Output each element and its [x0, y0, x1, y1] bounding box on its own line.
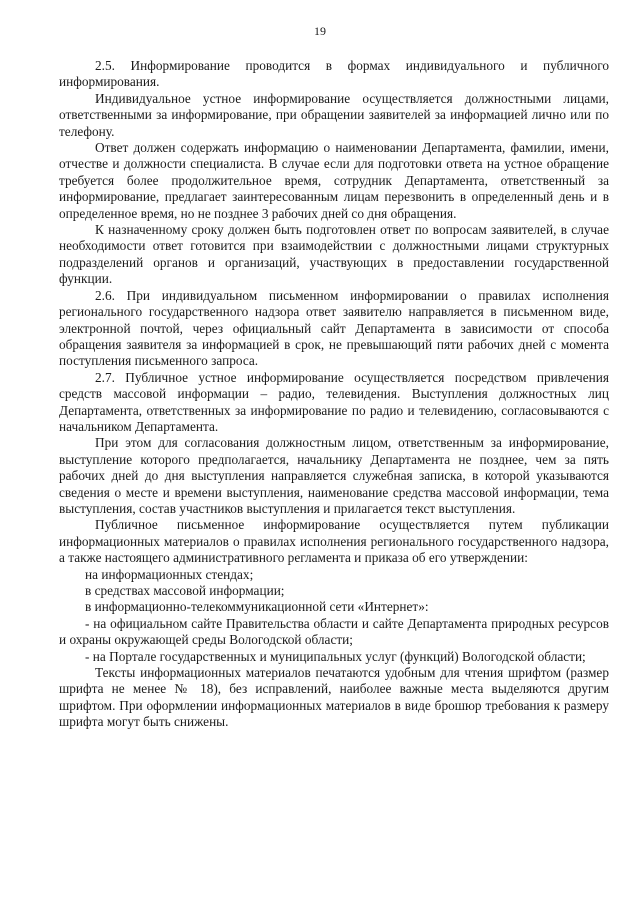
paragraph-public-written: Публичное письменное информирование осуществляется путем публикации информационных материалов о правилах исполнения регионального государственного надзора, а также настоящего административного регламента и приказа об его утверждении:	[59, 517, 609, 566]
paragraph-answer-content: Ответ должен содержать информацию о наименовании Департамента, фамилии, имени, отчестве и должности специалиста. В случае если для подготовки ответа на устное обращение требуется более продолжительное время, сотрудник Департамента, ответственный за информирование, предлагает заинтересованным лицам перезвонить в определенный день и в определенное время, но не позднее 3 рабочих дней со дня обращения.	[59, 140, 609, 221]
list-item-internet: в информационно-телекоммуникационной сети «Интернет»:	[85, 599, 429, 615]
paragraph-2-6: 2.6. При индивидуальном письменном информировании о правилах исполнения регионального государственного надзора ответ заявителю направляется в письменном виде, электронной почтой, через официальный сайт Департамента в зависимости от способа обращения заявителя за информацией в срок, не превышающий пяти рабочих дней с момента поступления письменного запроса.	[59, 287, 609, 369]
list-item-stands: на информационных стендах;	[85, 566, 254, 582]
list-item-official-site: - на официальном сайте Правительства области и сайте Департамента природных ресурсов и охраны окружающей среды Вологодской области;	[59, 615, 609, 648]
document-body	[59, 58, 609, 731]
paragraph-2-7: 2.7. Публичное устное информирование осуществляется посредством привлечения средств массовой информации – радио, телевидения. Выступления должностных лиц Департамента, ответственных за информирование по радио и телевидению, согласовываются с начальником Департамента.	[59, 369, 609, 434]
paragraph-2-5: 2.5. Информирование проводится в формах индивидуального и публичного информирования.	[59, 58, 609, 90]
list-item-media: в средствах массовой информации;	[85, 583, 285, 598]
paragraph-deadline: К назначенному сроку должен быть подготовлен ответ по вопросам заявителей, в случае необходимости ответ готовится при взаимодействии с должностными лицами структурных подразделений органов и организаций, участвующих в предоставлении государственной функции.	[59, 222, 609, 287]
paragraph-font-requirements: Тексты информационных материалов печатаются удобным для чтения шрифтом (размер шрифта не менее № 18), без исправлений, наиболее важные места выделяются другим шрифтом. При оформлении информационных материалов в виде брошюр требования к размеру шрифта могут быть снижены.	[59, 665, 609, 730]
list-item-portal: - на Портале государственных и муниципальных услуг (функций) Вологодской области;	[85, 648, 586, 664]
page-number: 19	[314, 24, 326, 38]
paragraph-individual-oral: Индивидуальное устное информирование осуществляется должностными лицами, ответственными за информирование, при обращении заявителей за информацией лично или по телефону.	[59, 90, 609, 139]
paragraph-coordination: При этом для согласования должностным лицом, ответственным за информирование, выступление которого предполагается, начальнику Департамента не позднее, чем за пять рабочих дней до дня выступления направляется служебная записка, в которой указываются сведения о месте и времени выступления, наименование средства массовой информации, тема выступления, состав участников выступления и прилагается текст выступления.	[59, 435, 609, 516]
